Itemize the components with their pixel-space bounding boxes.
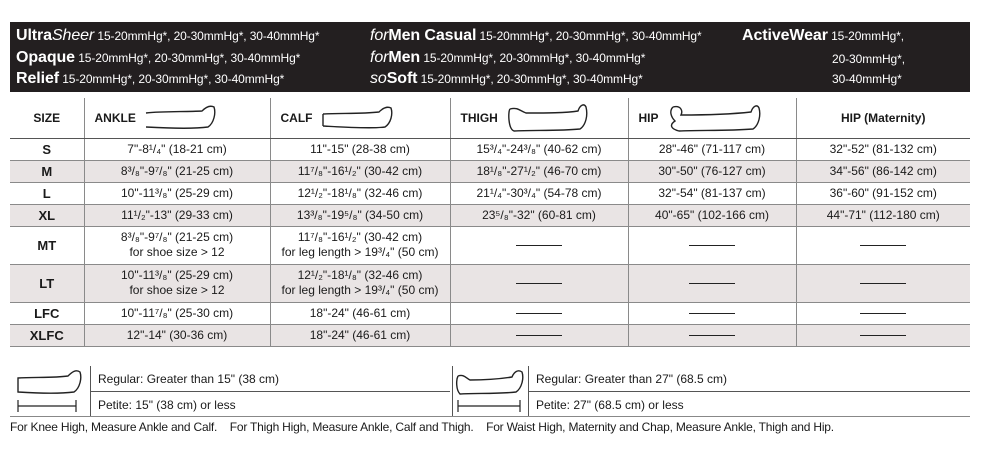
legend-bottom-rule bbox=[10, 416, 970, 417]
thigh-cell: 15³/₄"-24³/₈" (40-62 cm) bbox=[450, 138, 628, 160]
hip-leg-icon bbox=[667, 103, 763, 133]
hip-maternity-cell-empty bbox=[796, 302, 970, 324]
hip-cell: 40"-65" (102-166 cm) bbox=[628, 204, 796, 226]
column-header-size: SIZE bbox=[10, 98, 84, 138]
not-available-dash bbox=[516, 245, 562, 246]
legend-divider bbox=[90, 391, 450, 392]
table-row bbox=[10, 324, 970, 346]
size-cell: S bbox=[10, 138, 84, 160]
thigh-cell-empty bbox=[450, 324, 628, 346]
size-cell: MT bbox=[10, 226, 84, 264]
thigh-cell-empty bbox=[450, 264, 628, 302]
calf-cell: 12¹/₂"-18¹/₈" (32-46 cm) bbox=[270, 182, 450, 204]
column-header-calf: CALF bbox=[270, 98, 450, 138]
header-sosoft: soSoft 15-20mmHg*, 20-30mmHg*, 30-40mmHg* bbox=[370, 70, 643, 87]
ankle-range: 8³/₈"-9⁷/₈" (21-25 cm) bbox=[120, 230, 234, 244]
hip-maternity-cell-empty bbox=[796, 264, 970, 302]
column-header-hip: HIP bbox=[628, 98, 796, 138]
not-available-dash bbox=[689, 313, 735, 314]
legend-divider bbox=[452, 366, 453, 416]
calf-note: for leg length > 19³/₄" (50 cm) bbox=[281, 245, 439, 259]
hip-cell: 28"-46" (71-117 cm) bbox=[628, 138, 796, 160]
thigh-cell: 18¹/₈"-27¹/₂" (46-70 cm) bbox=[450, 160, 628, 182]
thigh-petite-text: Petite: 27" (68.5 cm) or less bbox=[536, 398, 684, 412]
hip-maternity-cell: 32"-52" (81-132 cm) bbox=[796, 138, 970, 160]
calf-cell bbox=[270, 264, 450, 302]
not-available-dash bbox=[516, 283, 562, 284]
ankle-cell bbox=[84, 226, 270, 264]
header-ultrasheer: UltraSheer 15-20mmHg*, 20-30mmHg*, 30-40mmHg* bbox=[16, 27, 320, 44]
hip-cell: 32"-54" (81-137 cm) bbox=[628, 182, 796, 204]
thigh-cell-empty bbox=[450, 226, 628, 264]
ankle-cell bbox=[84, 264, 270, 302]
table-row bbox=[10, 182, 970, 204]
header-opaque: Opaque 15-20mmHg*, 20-30mmHg*, 30-40mmHg* bbox=[16, 49, 301, 66]
calf-cell: 18"-24" (46-61 cm) bbox=[270, 324, 450, 346]
not-available-dash bbox=[689, 283, 735, 284]
thigh-leg-icon bbox=[506, 103, 590, 133]
table-row bbox=[10, 302, 970, 324]
calf-leg-icon bbox=[321, 105, 399, 131]
header-activewear-range2: 20-30mmHg*, bbox=[832, 52, 905, 66]
thigh-cell: 23⁵/₈"-32" (60-81 cm) bbox=[450, 204, 628, 226]
legend-divider bbox=[528, 391, 970, 392]
size-cell: XLFC bbox=[10, 324, 84, 346]
ankle-note: for shoe size > 12 bbox=[129, 283, 225, 297]
calf-range: 11⁷/₈"-16¹/₂" (30-42 cm) bbox=[297, 230, 423, 244]
knee-length-leg-icon bbox=[14, 366, 84, 414]
table-row bbox=[10, 226, 970, 264]
measurement-instructions: For Knee High, Measure Ankle and Calf. For Thigh High, Measure Ankle, Calf and Thigh. For Waist High, Maternity and Chap, Measure Ankle, Thigh and Hip. bbox=[10, 420, 834, 434]
column-header-thigh: THIGH bbox=[450, 98, 628, 138]
header-relief: Relief 15-20mmHg*, 20-30mmHg*, 30-40mmHg* bbox=[16, 70, 285, 87]
header-formen: forMen 15-20mmHg*, 20-30mmHg*, 30-40mmHg* bbox=[370, 49, 646, 66]
not-available-dash bbox=[516, 313, 562, 314]
hip-maternity-cell-empty bbox=[796, 226, 970, 264]
size-cell: LFC bbox=[10, 302, 84, 324]
calf-cell bbox=[270, 226, 450, 264]
not-available-dash bbox=[689, 245, 735, 246]
hip-cell: 30"-50" (76-127 cm) bbox=[628, 160, 796, 182]
thigh-regular-text: Regular: Greater than 27" (68.5 cm) bbox=[536, 372, 728, 386]
hip-maternity-cell: 34"-56" (86-142 cm) bbox=[796, 160, 970, 182]
ankle-cell: 7"-8¹/₄" (18-21 cm) bbox=[84, 138, 270, 160]
ankle-cell: 10"-11³/₈" (25-29 cm) bbox=[84, 182, 270, 204]
calf-note: for leg length > 19³/₄" (50 cm) bbox=[281, 283, 439, 297]
knee-petite-text: Petite: 15" (38 cm) or less bbox=[98, 398, 236, 412]
not-available-dash bbox=[516, 335, 562, 336]
size-cell: LT bbox=[10, 264, 84, 302]
header-formen-casual: forMen Casual 15-20mmHg*, 20-30mmHg*, 30-40mmHg* bbox=[370, 27, 702, 44]
thigh-length-leg-icon bbox=[454, 366, 528, 414]
ankle-cell: 11¹/₂"-13" (29-33 cm) bbox=[84, 204, 270, 226]
header-activewear-range3: 30-40mmHg* bbox=[832, 72, 902, 86]
hip-maternity-cell: 44"-71" (112-180 cm) bbox=[796, 204, 970, 226]
size-chart-table bbox=[10, 98, 970, 347]
size-cell: XL bbox=[10, 204, 84, 226]
table-row bbox=[10, 160, 970, 182]
calf-range: 12¹/₂"-18¹/₈" (32-46 cm) bbox=[297, 268, 423, 282]
column-header-ankle: ANKLE bbox=[84, 98, 270, 138]
header-activewear: ActiveWear 15-20mmHg*, bbox=[742, 27, 905, 44]
ankle-cell: 10"-11⁷/₈" (25-30 cm) bbox=[84, 302, 270, 324]
table-row bbox=[10, 204, 970, 226]
knee-regular-text: Regular: Greater than 15" (38 cm) bbox=[98, 372, 280, 386]
ankle-cell: 8³/₈"-9⁷/₈" (21-25 cm) bbox=[84, 160, 270, 182]
compression-header bbox=[10, 22, 970, 92]
ankle-range: 10"-11³/₈" (25-29 cm) bbox=[121, 268, 233, 282]
not-available-dash bbox=[860, 283, 906, 284]
hip-cell-empty bbox=[628, 226, 796, 264]
size-cell: M bbox=[10, 160, 84, 182]
hip-maternity-cell-empty bbox=[796, 324, 970, 346]
calf-cell: 13³/₈"-19⁵/₈" (34-50 cm) bbox=[270, 204, 450, 226]
calf-cell: 11⁷/₈"-16¹/₂" (30-42 cm) bbox=[270, 160, 450, 182]
thigh-cell-empty bbox=[450, 302, 628, 324]
table-row bbox=[10, 138, 970, 160]
not-available-dash bbox=[860, 245, 906, 246]
hip-cell-empty bbox=[628, 324, 796, 346]
calf-cell: 18"-24" (46-61 cm) bbox=[270, 302, 450, 324]
table-header-row bbox=[10, 98, 970, 138]
ankle-note: for shoe size > 12 bbox=[129, 245, 225, 259]
ankle-leg-icon bbox=[144, 105, 222, 131]
ankle-cell: 12"-14" (30-36 cm) bbox=[84, 324, 270, 346]
not-available-dash bbox=[860, 335, 906, 336]
calf-cell: 11"-15" (28-38 cm) bbox=[270, 138, 450, 160]
column-header-hip-maternity: HIP (Maternity) bbox=[796, 98, 970, 138]
hip-maternity-cell: 36"-60" (91-152 cm) bbox=[796, 182, 970, 204]
thigh-cell: 21¹/₄"-30³/₄" (54-78 cm) bbox=[450, 182, 628, 204]
hip-cell-empty bbox=[628, 264, 796, 302]
not-available-dash bbox=[689, 335, 735, 336]
size-cell: L bbox=[10, 182, 84, 204]
table-row bbox=[10, 264, 970, 302]
not-available-dash bbox=[860, 313, 906, 314]
hip-cell-empty bbox=[628, 302, 796, 324]
